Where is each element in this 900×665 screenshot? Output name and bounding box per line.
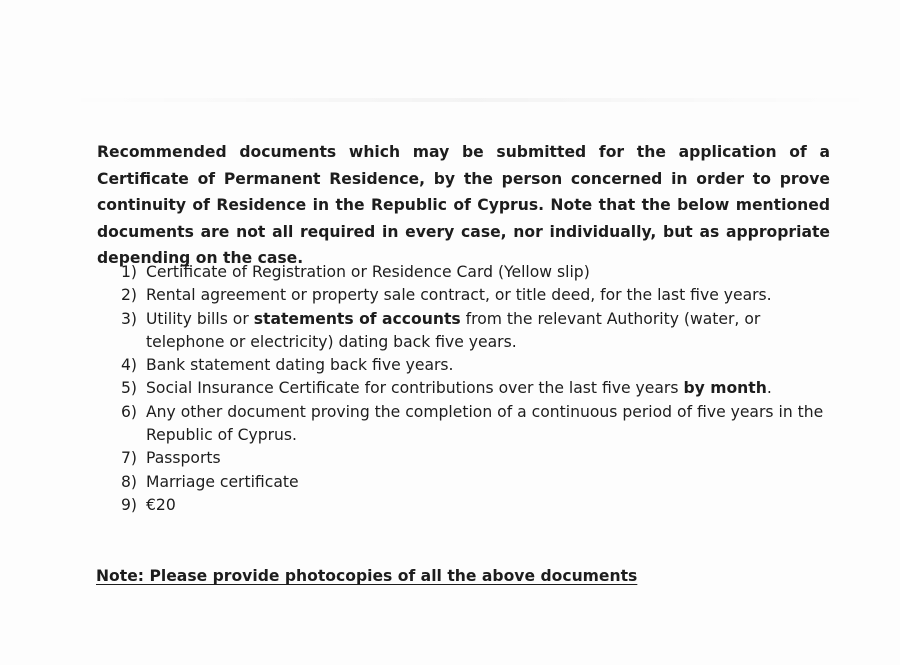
list-item: [97, 284, 832, 307]
documents-list: [97, 261, 832, 517]
list-item: [97, 261, 832, 284]
list-item: [97, 494, 832, 517]
list-item: [97, 354, 832, 377]
item-number: 7): [121, 449, 138, 468]
item-number: 1): [121, 263, 138, 281]
item-text: Certificate of Registration or Residence Card (Yellow slip): [146, 263, 590, 281]
list-item: [97, 377, 832, 400]
intro-paragraph: Recommended documents which may be submitted for the application of a Certificate of Permanent Residence, by the person concerned in order to prove continuity of Residence in the Republic of Cyprus. Note that the below mentioned documents are not all required in every case, nor individually, but as appropriate depending on the case.: [97, 143, 830, 267]
item-text: Passports: [146, 449, 221, 468]
photocopies-note: Note: Please provide photocopies of all the above documents: [96, 567, 638, 585]
item-text: Utility bills or statements of accounts from the relevant Authority (water, or telephone or electricity) dating back five years.: [146, 309, 761, 351]
item-number: 5): [121, 379, 138, 398]
list-item: [97, 471, 832, 494]
item-text: Social Insurance Certificate for contributions over the last five years by month.: [146, 379, 772, 398]
item-text: Marriage certificate: [146, 472, 299, 491]
item-number: 3): [121, 309, 138, 328]
item-number: 8): [121, 472, 138, 491]
item-text: Rental agreement or property sale contract, or title deed, for the last five years.: [146, 286, 772, 305]
list-item: [97, 308, 832, 355]
list-item: [97, 401, 832, 448]
item-number: 9): [121, 495, 138, 514]
scan-shadow: [60, 98, 880, 102]
item-number: 6): [121, 402, 138, 421]
item-text: Bank statement dating back five years.: [146, 356, 454, 375]
item-text: Any other document proving the completion of a continuous period of five years in the Republic of Cyprus.: [146, 402, 824, 445]
item-text: €20: [146, 495, 176, 514]
list-item: [97, 447, 832, 470]
item-number: 2): [121, 286, 138, 305]
item-number: 4): [121, 356, 138, 375]
